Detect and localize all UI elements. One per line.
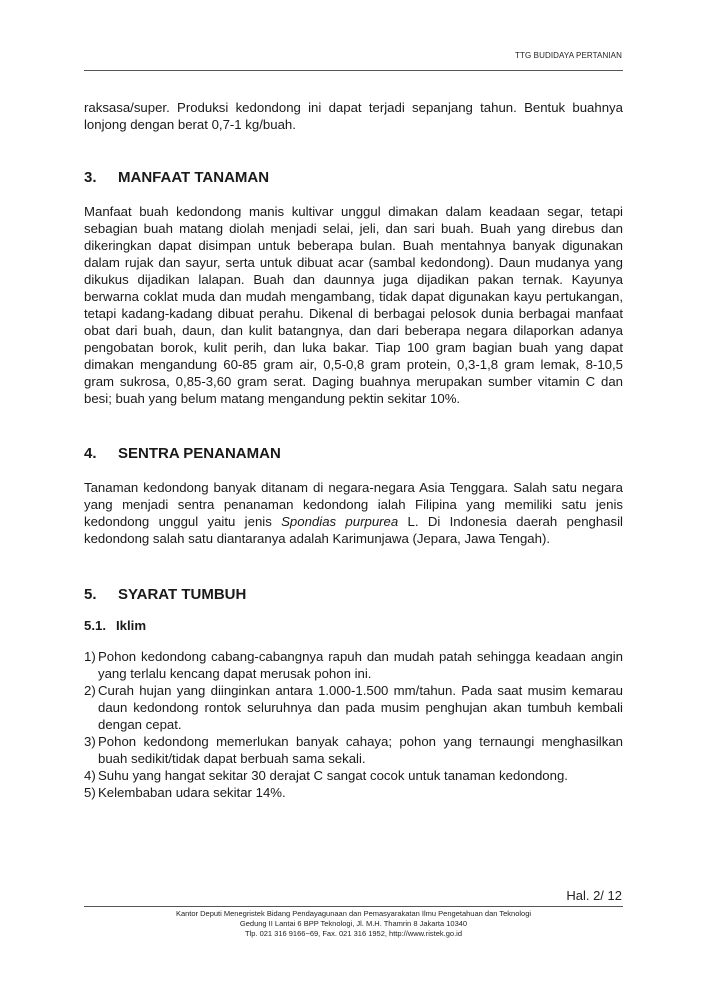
list-item-text: Pohon kedondong memerlukan banyak cahaya; pohon yang ternaungi menghasilkan buah sedikit/tidak dapat berbuah sama sekali. [98,734,623,766]
section-3-paragraph: Manfaat buah kedondong manis kultivar unggul dimakan dalam keadaan segar, tetapi sebagian buah matang diolah menjadi selai, jeli, dan sari buah. Buah yang direbus dan dikeringkan dapat disimpan untuk beberapa bulan. Buah mentahnya banyak digunakan dalam rujak dan sayur, serta untuk dibuat acar (sambal kedondong). Daun mudanya yang dikukus dijadikan lalapan. Buah dan daunnya juga dijadikan pakan ternak. Kayunya berwarna coklat muda dan mudah mengambang, tidak dapat digunakan kayu pertukangan, tetapi kadang-kadang dibuat perahu. Dikenal di berbagai pelosok dunia berbagai manfaat obat dari buah, daun, dan kulit batangnya, dan dari beberapa negara dilaporkan adanya pengobatan borok, kulit perih, dan luka bakar. Tiap 100 gram bagian buah yang dapat dimakan mengandung 60-85 gram air, 0,5-0,8 gram protein, 0,3-1,8 gram lemak, 8-10,5 gram sukrosa, 0,85-3,60 gram serat. Daging buahnya merupakan sumber vitamin C dan besi; buah yang belum matang mengandung pektin sekitar 10%. [84,204,623,406]
subsection-5-1-title: Iklim [116,618,147,633]
footer-line-contact: Tlp. 021 316 9166~69, Fax. 021 316 1952, http://www.ristek.go.id [244,929,463,938]
footer-line-address: Gedung II Lantai 6 BPP Teknologi, Jl. M.H. Thamrin 8 Jakarta 10340 [239,919,468,928]
footer-line-office: Kantor Deputi Menegristek Bidang Pendayagunaan dan Pemasyarakatan Ilmu Pengetahuan dan Teknologi [175,909,532,918]
list-item-text: Pohon kedondong cabang-cabangnya rapuh dan mudah patah sehingga keadaan angin yang terlalu kencang dapat merusak pohon ini. [98,649,623,681]
list-item-number: 5) [84,785,96,800]
list-item-number: 1) [84,649,96,664]
section-4-paragraph [84,479,623,547]
section-5-heading [84,586,623,604]
list-item-text: Suhu yang hangat sekitar 30 derajat C sangat cocok untuk tanaman kedondong. [98,768,568,783]
section-5-number: 5. [84,586,97,603]
climate-list [84,648,623,801]
list-item-text: Curah hujan yang diinginkan antara 1.000-1.500 mm/tahun. Pada saat musim kemarau daun kedondong rontok seluruhnya dan pada musim penghujan akan tumbuh kembali dengan cepat. [98,683,623,732]
running-header: TTG BUDIDAYA PERTANIAN [515,51,622,60]
section-4-text-b: L. Di Indonesia daerah penghasil kedondong salah satu diantaranya adalah Karimunjawa (Jepara, Jawa Tengah). [84,514,623,546]
list-item [84,767,623,784]
section-3-title: MANFAAT TANAMAN [118,169,270,186]
section-5-title: SYARAT TUMBUH [118,586,247,603]
page-content [84,99,623,801]
section-4-number: 4. [84,445,97,462]
list-item-number: 3) [84,734,96,749]
section-3-number: 3. [84,169,97,186]
section-4-text-a: Tanaman kedondong banyak ditanam di negara-negara Asia Tenggara. Salah satu negara yang menjadi sentra penanaman kedondong ialah Filipina yang memiliki satu jenis kedondong unggul yaitu jenis [84,480,623,529]
footer-divider [84,906,623,907]
species-name: Spondias purpurea [281,514,399,529]
list-item [84,784,623,801]
list-item [84,733,623,767]
section-4-heading [84,445,623,463]
list-item [84,682,623,733]
list-item [84,648,623,682]
intro-paragraph: raksasa/super. Produksi kedondong ini dapat terjadi sepanjang tahun. Bentuk buahnya lonjong dengan berat 0,7-1 kg/buah. [84,100,623,132]
list-item-number: 2) [84,683,96,698]
header-divider [84,70,623,71]
footer-address [84,909,623,939]
subsection-5-1-number: 5.1. [84,618,106,633]
subsection-5-1-heading [84,617,623,634]
list-item-number: 4) [84,768,96,783]
section-3-heading [84,169,623,187]
section-4-title: SENTRA PENANAMAN [118,445,281,462]
list-item-text: Kelembaban udara sekitar 14%. [98,785,286,800]
page-number: Hal. 2/ 12 [566,888,622,903]
